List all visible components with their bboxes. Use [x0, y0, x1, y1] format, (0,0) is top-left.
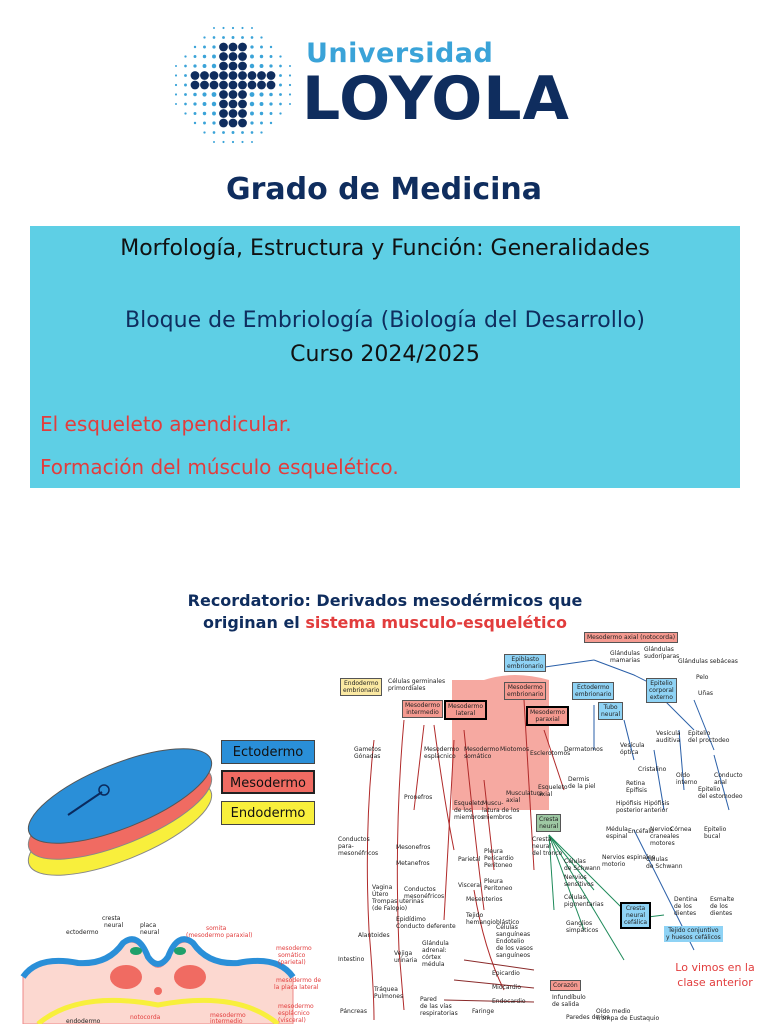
epiblasto-l1: Epiblasto [511, 656, 539, 663]
gad-l2: adrenal: [422, 947, 447, 954]
nc-l2: craneales [650, 833, 680, 840]
cs1-l2: de Schwann [564, 865, 601, 872]
txt-hipofisis-anterior [644, 800, 669, 814]
txt-vesicula-optica [620, 742, 645, 756]
mum-l2: latura de los [482, 807, 520, 814]
cm-l2: mesonéfricos [404, 893, 445, 900]
logo-text-loyola: LOYOLA [302, 64, 570, 134]
reminder-title [100, 590, 670, 634]
gs-l1: Glándulas [644, 646, 674, 653]
mesoderm-derivatives-diagram [334, 630, 768, 1024]
cp-l1: Células [564, 894, 586, 901]
cp-l2: pigmentarias [564, 901, 604, 908]
cpm-l2: para- [338, 843, 354, 850]
inf-l1: Infundíbulo [552, 994, 586, 1001]
esm-l2: de los [454, 807, 472, 814]
epi-l2: Conducto deferente [396, 923, 456, 930]
me-l2: embrionario [507, 691, 544, 698]
cnt-l2: neural [532, 843, 552, 850]
label-mesodermo-somatico-3: (parietal) [278, 959, 306, 966]
txt-ganglios-simpaticos [566, 920, 598, 934]
txt-conductos-paramesonefricos [338, 836, 378, 857]
vo-l2: óptica [620, 749, 639, 756]
label-esplacnico-3: (visceral) [278, 1017, 306, 1024]
den-l2: de los [674, 903, 692, 910]
label-somita-sub: (mesodermo paraxial) [186, 932, 253, 939]
box-cresta-neural [536, 814, 561, 832]
ppv-l2: Peritoneo [484, 885, 513, 892]
esa-l2: axial [538, 791, 553, 798]
hp-l2: posterior [616, 807, 643, 814]
txt-parietal: Parietal [458, 856, 481, 863]
va-l2: auditiva [656, 737, 681, 744]
txt-cristalino: Cristalino [638, 766, 667, 773]
de-l2: de la piel [568, 783, 596, 790]
txt-celulas-germinales [388, 678, 445, 692]
cnc-l3: cefálica [624, 919, 648, 926]
esm-l1: Esqueleto [454, 800, 484, 807]
eb-l1: Epitelio [704, 826, 727, 833]
label-mesodermo-somatico-2: somático [278, 952, 306, 959]
nc-l3: motores [650, 840, 675, 847]
txt-paredes: Paredes de los [566, 1014, 610, 1021]
ees-l2: del estomodeo [698, 793, 743, 800]
logo-text-universidad: Universidad [306, 38, 494, 69]
block-title: Bloque de Embriología (Biología del Desarrollo) [125, 308, 645, 333]
tc-l1: Tejido conjuntivo [668, 927, 719, 934]
oi-l2: interno [676, 779, 698, 786]
txt-gland-mamarias [610, 650, 640, 664]
cn-l2: neural [539, 823, 559, 830]
gsi-l1: Ganglios [566, 920, 593, 927]
ml-l2: lateral [455, 710, 476, 717]
box-ectodermo-embrionario [572, 682, 614, 700]
txt-celulas-schwann-2 [646, 856, 683, 870]
box-endodermo [340, 678, 382, 696]
re-l1: Retina [626, 780, 646, 787]
th-l1: Tejido [466, 912, 484, 919]
txt-intestino: Intestino [338, 956, 365, 963]
mua-l1: Musculatura [506, 790, 543, 797]
txt-oido-interno [676, 772, 697, 786]
cpm-l1: Conductos [338, 836, 370, 843]
mi-l2: intermedio [406, 709, 439, 716]
txt-vejiga [394, 950, 417, 964]
reminder-title-line2: originan el [202, 613, 306, 632]
label-notocorda: notocorda [130, 1014, 161, 1021]
txt-infundibulo [552, 994, 586, 1008]
txt-gland-sebaceas: Glándulas sebáceas [678, 658, 738, 665]
reminder-title-highlight: sistema musculo-esquelético [305, 613, 568, 632]
oi-l1: Oído [676, 772, 690, 779]
label-lateral-2: la placa lateral [274, 984, 319, 991]
txt-mesenterios: Mesenterios [466, 896, 503, 903]
pv-l3: respiratorias [420, 1010, 458, 1017]
epiblasto-l2: embrionario [507, 663, 544, 670]
txt-metanefros: Metanefros [396, 860, 430, 867]
label-cresta: cresta [102, 915, 121, 922]
esm2-l2: de los [710, 903, 728, 910]
lv-l2: clase anterior [677, 976, 753, 989]
mua-l2: axial [506, 797, 521, 804]
txt-cornea: Córnea [670, 826, 692, 833]
csa-l2: sanguíneas [496, 931, 531, 938]
subject-title: Morfología, Estructura y Función: Generalidades [120, 236, 650, 261]
txt-endocardio: Endocardio [492, 998, 526, 1005]
box-epiblasto [504, 654, 546, 672]
course-year: Curso 2024/2025 [290, 342, 480, 367]
vej-l2: urinaria [394, 957, 418, 964]
me-l1: Mesodermo [507, 684, 543, 691]
label-lateral-1: mesodermo de [276, 977, 322, 984]
esm-l3: miembros [454, 814, 484, 821]
ha-l1: Hipófisis [644, 800, 670, 807]
endodermo-l2: embrionario [343, 687, 380, 694]
csa-l1: Células [496, 924, 518, 931]
ppv-l1: Pleura [484, 878, 503, 885]
ep-l2: del proctodeo [688, 737, 730, 744]
txt-miotomos: Miotomos [500, 746, 530, 753]
box-mesodermo-lateral [444, 700, 487, 720]
esa-l1: Esqueleto [538, 784, 568, 791]
mi-l1: Mesodermo [405, 702, 441, 709]
txt-pelo: Pelo [696, 674, 709, 681]
cg-l2: primordiales [388, 685, 426, 692]
den-l1: Dentina [674, 896, 698, 903]
mes-l2: esplácnico [424, 753, 456, 760]
epi-l1: Epidídimo [396, 916, 426, 923]
txt-nervios-sensitivos [564, 874, 594, 888]
txt-oido-medio [596, 1008, 659, 1022]
degree-title: Grado de Medicina [225, 172, 543, 207]
txt-pronefros: Pronefros [404, 794, 433, 801]
gad-l4: médula [422, 961, 445, 968]
box-epitelio-corporal [646, 678, 677, 703]
csa-l3: Endotelio [496, 938, 525, 945]
txt-pared-vias [420, 996, 458, 1017]
txt-encefalo: Encéfalo [628, 828, 654, 835]
txt-epicardio: Epicardio [492, 970, 520, 977]
ca-l2: anal [714, 779, 727, 786]
va-l1: Vesícula [656, 730, 681, 737]
mso-l1: Mesodermo [464, 746, 500, 753]
mp-l1: Mesodermo [530, 709, 566, 716]
ee-l1: Ectodermo [576, 684, 610, 691]
gad-l1: Glándula [422, 940, 449, 947]
ec-l1: Epitelio [650, 680, 673, 687]
legend-ectodermo: Ectodermo [221, 740, 315, 764]
ppp-l2: Pericardio [484, 855, 514, 862]
mes-l1: Mesodermo [424, 746, 460, 753]
box-tejido-conjuntivo [664, 926, 723, 942]
txt-medula-espinal [606, 826, 628, 840]
txt-dermis [568, 776, 596, 790]
txt-dermatomos: Dermatomos [564, 746, 603, 753]
gm-l1: Glándulas [610, 650, 640, 657]
topic-appendicular-skeleton: El esqueleto apendicular. [40, 412, 292, 436]
esm2-l3: dientes [710, 910, 733, 917]
esm2-l1: Esmalte [710, 896, 735, 903]
inf-l2: de salida [552, 1001, 580, 1008]
mde-l2: espinal [606, 833, 628, 840]
txt-esmalte [710, 896, 734, 917]
pv-l1: Pared [420, 996, 437, 1003]
box-mesodermo-intermedio [402, 700, 443, 718]
ppp-l1: Pleura [484, 848, 503, 855]
txt-gametos [354, 746, 381, 760]
cn-l1: Cresta [539, 816, 559, 823]
embryo-section-icon [18, 905, 318, 1024]
csa-l5: sanguíneos [496, 952, 531, 959]
vej-l1: Vejiga [394, 950, 413, 957]
hp-l1: Hipófisis [616, 800, 642, 807]
mum-l3: miembros [482, 814, 512, 821]
cnt-l1: Cresta [532, 836, 552, 843]
ha-l2: anterior [644, 807, 668, 814]
om-l1: Oído medio [596, 1008, 631, 1015]
ne-l2: motorio [602, 861, 626, 868]
course-info-box [30, 226, 740, 488]
txt-mesodermo-esplacnico [424, 746, 459, 760]
topic-skeletal-muscle: Formación del músculo esquelético. [40, 455, 399, 479]
box-corazon: Corazón [550, 980, 581, 991]
cg-l1: Células germinales [388, 678, 446, 685]
legend-mesodermo: Mesodermo [221, 770, 315, 794]
eb-l2: bucal [704, 833, 721, 840]
mde-l1: Médula [606, 826, 628, 833]
tra-l2: Pulmones [374, 993, 404, 1000]
txt-traquea-pulmones [374, 986, 403, 1000]
cs2-l2: de Schwann [646, 863, 683, 870]
label-intermedio-1: mesodermo [210, 1012, 246, 1019]
txt-esqueleto-miembros [454, 800, 484, 821]
ne-l1: Nervios espinales [602, 854, 655, 861]
mso-l2: somático [464, 753, 492, 760]
txt-pancreas: Páncreas [340, 1008, 367, 1015]
txt-visceral: Visceral [458, 882, 482, 889]
txt-vesicula-auditiva [656, 730, 681, 744]
txt-miocardio: Miocardio [492, 984, 521, 991]
th-l2: hemangioblástico [466, 919, 520, 926]
cm-l1: Conductos [404, 886, 436, 893]
txt-epitelio-bucal [704, 826, 726, 840]
ppp-l3: Peritoneo [484, 862, 513, 869]
reminder-title-line1: Recordatorio: Derivados mesodérmicos que [187, 591, 583, 610]
txt-celulas-schwann-1 [564, 858, 601, 872]
mum-l1: Muscu- [482, 800, 504, 807]
embryo-cross-section [18, 905, 322, 1024]
txt-epitelio-estomodeo [698, 786, 743, 800]
txt-glandula-adrenal [422, 940, 449, 968]
re-l2: Epífisis [626, 787, 647, 794]
label-esplacnico-2: esplácnico [278, 1010, 310, 1017]
ga-l1: Gametos [354, 746, 382, 753]
label-somita: somita [206, 925, 227, 932]
gsi-l2: simpáticos [566, 927, 599, 934]
germ-layers-illustration [20, 730, 320, 880]
txt-pleura-pericardio-peritoneo [484, 848, 514, 869]
cnc-l1: Cresta [625, 905, 646, 912]
vu-l4: (de Falopio) [372, 905, 408, 912]
vu-l2: Útero [372, 891, 389, 898]
mp-l2: paraxial [535, 716, 560, 723]
lv-l1: Lo vimos en la [675, 961, 755, 974]
cnc-l2: neural [625, 912, 646, 919]
cpm-l3: mesonéfricos [338, 850, 379, 857]
txt-celulas-pigmentarias [564, 894, 604, 908]
txt-alantoides: Alantoides [358, 932, 390, 939]
txt-conducto-anal [714, 772, 743, 786]
txt-mesonefros: Mesonefros [396, 844, 431, 851]
tra-l1: Tráquea [374, 986, 398, 993]
label-placa-neural: neural [140, 929, 160, 936]
den-l3: dientes [674, 910, 697, 917]
ee-l2: embrionario [575, 691, 612, 698]
csa-l4: de los vasos [496, 945, 533, 952]
label-cresta-neural: neural [104, 922, 124, 929]
ns-l1: Nervios [564, 874, 587, 881]
ec-l2: corporal [649, 687, 674, 694]
cs1-l1: Células [564, 858, 586, 865]
txt-celulas-sanguineas [496, 924, 533, 959]
box-mesodermo-paraxial [526, 706, 569, 726]
txt-epitelio-proctodeo [688, 730, 729, 744]
txt-esqueleto-axial [538, 784, 568, 798]
ep-l1: Epitelio [688, 730, 711, 737]
vu-l3: Trompas uterinas [372, 898, 424, 905]
txt-faringe: Faringe [472, 1008, 495, 1015]
ec-l3: externo [649, 694, 673, 701]
label-intermedio-2: intermedio [210, 1018, 243, 1024]
txt-retina [626, 780, 647, 794]
txt-cresta-neural-tronco [532, 836, 562, 857]
cs2-l1: Células [646, 856, 668, 863]
box-mesodermo-embrionario [504, 682, 546, 700]
gm-l2: mamarias [610, 657, 640, 664]
vu-l1: Vagina [372, 884, 393, 891]
cnt-l3: del tronco [532, 850, 563, 857]
txt-gland-sudoriparas [644, 646, 679, 660]
om-l2: Trompa de Eustaquio [596, 1015, 660, 1022]
txt-esclerotomos: Esclerotomos [530, 750, 571, 757]
loyola-cross-logo-icon [168, 20, 298, 150]
txt-mesodermo-somatico [464, 746, 499, 760]
university-logo [168, 20, 568, 150]
ca-l1: Conducto [714, 772, 743, 779]
label-placa: placa [140, 922, 157, 929]
txt-unas: Uñas [698, 690, 713, 697]
box-mesodermo-axial: Mesodermo axial (notocorda) [584, 632, 678, 643]
tn-l1: Tubo [603, 704, 618, 711]
txt-hipofisis-posterior [616, 800, 643, 814]
nc-l1: Nervios [650, 826, 673, 833]
ees-l1: Epitelio [698, 786, 721, 793]
ml-l1: Mesodermo [448, 703, 484, 710]
label-ectodermo: ectodermo [66, 929, 99, 936]
ns-l2: sensitivos [564, 881, 594, 888]
vo-l1: Vesícula [620, 742, 645, 749]
gs-l2: sudoríparas [644, 653, 680, 660]
box-tubo-neural [598, 702, 623, 720]
gad-l3: córtex [422, 954, 441, 961]
box-cresta-neural-cefalica [620, 902, 651, 929]
txt-pleura-peritoneo-visceral [484, 878, 512, 892]
txt-dentina [674, 896, 698, 917]
pv-l2: de las vías [420, 1003, 452, 1010]
de-l1: Dermis [568, 776, 590, 783]
tn-l2: neural [601, 711, 621, 718]
label-endodermo: endodermo [66, 1018, 101, 1024]
tc-l2: y huesos cefálicos [666, 934, 721, 941]
legend-endodermo: Endodermo [221, 801, 315, 825]
label-esplacnico-1: mesodermo [278, 1003, 314, 1010]
label-mesodermo-somatico-1: mesodermo [276, 945, 312, 952]
txt-epididimo [396, 916, 456, 930]
note-lo-vimos [660, 960, 768, 990]
endodermo-l1: Endodermo [343, 680, 379, 687]
ga-l2: Gónadas [354, 753, 381, 760]
trilaminar-disc-icon [20, 730, 220, 880]
txt-conductos-mesonefricos [404, 886, 444, 900]
